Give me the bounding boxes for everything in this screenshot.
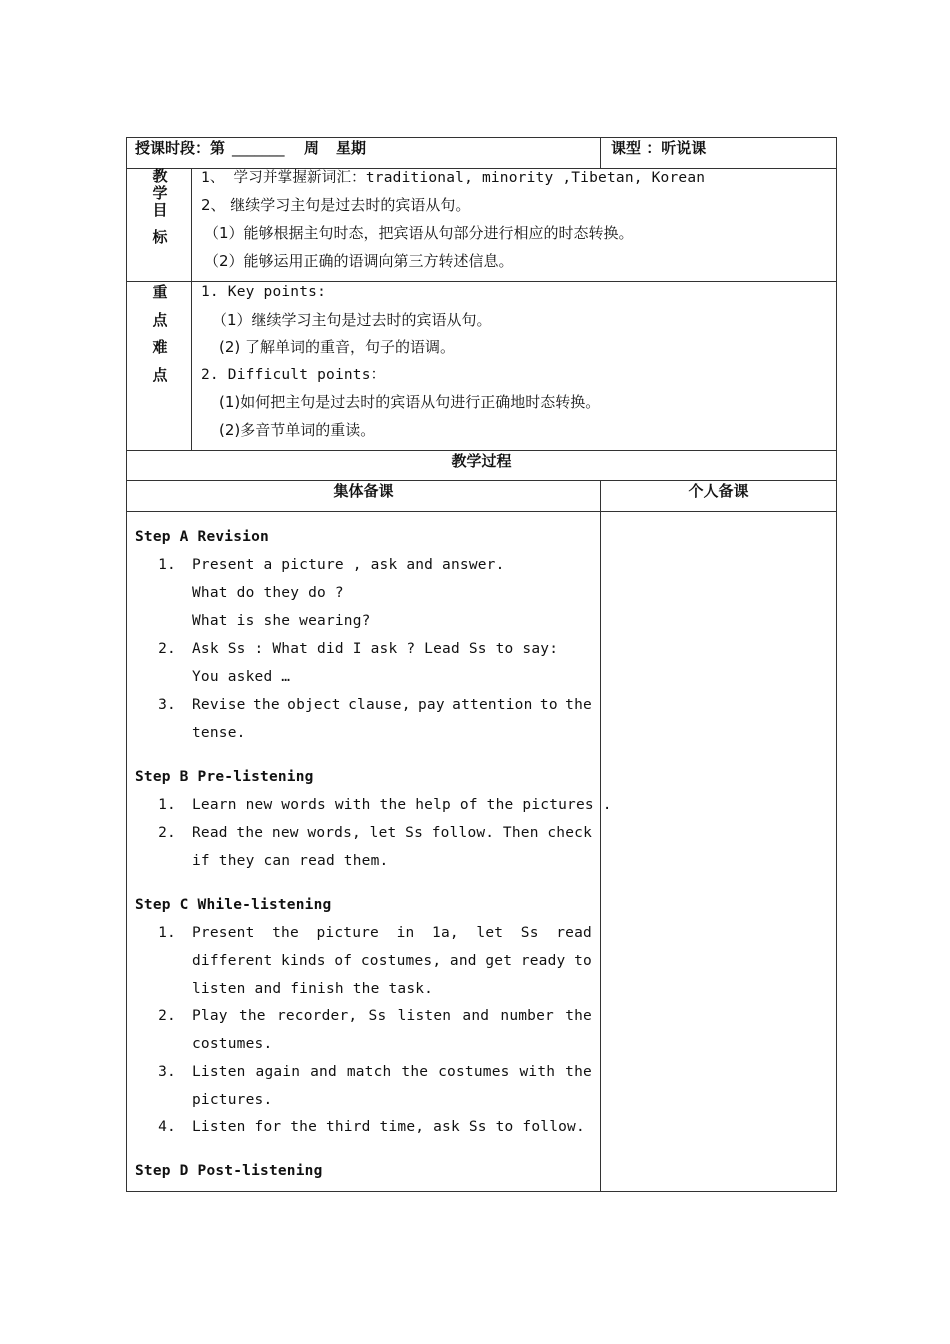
weekday-label: 星期 <box>336 139 367 157</box>
word: the <box>272 925 299 941</box>
word: Revise <box>192 697 246 713</box>
keypoints-label-char: 点 <box>152 366 168 384</box>
word: number <box>500 1008 554 1024</box>
word: costumes, <box>360 953 442 969</box>
word: the <box>252 697 280 713</box>
word: clause, <box>348 697 411 713</box>
keypoint-line: （1）继续学习主句是过去时的宾语从句。 <box>212 311 492 329</box>
border-bottom <box>126 1191 837 1192</box>
list-item-text: if they can read them. <box>192 853 389 869</box>
word: let <box>369 825 397 841</box>
word: picture <box>316 925 379 941</box>
list-item-text: What is she wearing? <box>192 613 371 629</box>
column-group-header: 集体备课 <box>333 482 394 500</box>
word: the <box>565 697 592 713</box>
word: let <box>476 925 504 941</box>
objectives-label-char: 标 <box>152 228 168 246</box>
word: and <box>310 1064 337 1080</box>
objective-line: （2）能够运用正确的语调向第三方转述信息。 <box>204 252 514 270</box>
week-label: 周 <box>304 139 320 157</box>
keypoint-line: 1. Key points: <box>201 284 327 300</box>
list-number: 2. <box>158 825 176 841</box>
list-number: 3. <box>158 1064 176 1080</box>
word: get <box>485 953 513 969</box>
word: match <box>346 1064 392 1080</box>
word: the <box>236 825 264 841</box>
list-item-text-justified <box>192 695 592 715</box>
keypoints-label-char: 重 <box>152 283 168 301</box>
list-number: 2. <box>158 1008 176 1024</box>
border-right <box>836 137 837 1192</box>
word: the <box>565 1064 592 1080</box>
list-number: 1. <box>158 797 176 813</box>
list-item-text-justified <box>192 823 592 843</box>
word: 1a, <box>432 925 459 941</box>
word: the <box>565 1008 592 1024</box>
week-blank: _______ <box>232 139 285 157</box>
step-title: Step A Revision <box>135 529 269 545</box>
word: read <box>556 925 592 941</box>
word: Then <box>502 825 539 841</box>
word: different <box>192 953 273 969</box>
border-type-divider <box>600 137 601 169</box>
word: kinds <box>281 953 326 969</box>
objective-line: 2、 继续学习主句是过去时的宾语从句。 <box>201 196 471 214</box>
word: check <box>547 825 592 841</box>
objectives-label-char: 目 <box>152 201 168 219</box>
word: and <box>449 953 477 969</box>
word: listen <box>397 1008 452 1024</box>
lesson-type: 课型 ：听说课 <box>611 139 707 157</box>
list-item-text: tense. <box>192 725 246 741</box>
list-number: 1. <box>158 557 176 573</box>
list-item-text: pictures. <box>192 1092 273 1108</box>
word: Present <box>192 925 255 941</box>
border-left <box>126 137 127 1192</box>
word: to <box>574 953 592 969</box>
word: follow. <box>431 825 495 841</box>
word: again <box>255 1064 301 1080</box>
list-item-text-justified <box>192 1006 592 1026</box>
word: Ss <box>405 825 424 841</box>
objectives-label-char: 学 <box>152 184 168 202</box>
list-number: 3. <box>158 697 176 713</box>
word: the <box>238 1008 266 1024</box>
word: Ss <box>368 1008 387 1024</box>
objectives-label-char: 教 <box>152 167 168 185</box>
word: of <box>334 953 353 969</box>
objective-line: （1）能够根据主句时态，把宾语从句部分进行相应的时态转换。 <box>204 224 634 242</box>
word: Listen <box>192 1064 246 1080</box>
column-personal-header: 个人备课 <box>688 482 749 500</box>
word: and <box>462 1008 490 1024</box>
list-number: 4. <box>158 1119 176 1135</box>
keypoint-line: (2)多音节单词的重读。 <box>219 421 376 439</box>
list-item-text: listen and finish the task. <box>192 981 434 997</box>
word: Play <box>192 1008 228 1024</box>
word: costumes <box>438 1064 510 1080</box>
keypoint-line: (2) 了解单词的重音，句子的语调。 <box>219 338 456 356</box>
keypoint-line: (1)如何把主句是过去时的宾语从句进行正确地时态转换。 <box>219 393 601 411</box>
step-title: Step D Post-listening <box>135 1163 323 1179</box>
process-title: 教学过程 <box>451 452 512 470</box>
list-item-text: What do they do ? <box>192 585 344 601</box>
word: to <box>539 697 558 713</box>
word: Read <box>192 825 228 841</box>
list-item-text: Present a picture , ask and answer. <box>192 557 505 573</box>
word: the <box>401 1064 429 1080</box>
word: with <box>519 1064 556 1080</box>
list-item-text-justified <box>192 951 592 971</box>
border-label-divider <box>191 168 192 451</box>
word: recorder, <box>276 1008 358 1024</box>
word: object <box>287 697 341 713</box>
word: words, <box>307 825 361 841</box>
list-item-text: You asked … <box>192 669 291 685</box>
personal-prep-content <box>601 512 836 1191</box>
step-title: Step B Pre-listening <box>135 769 314 785</box>
list-item-text-justified <box>192 923 592 943</box>
list-item-text: Listen for the third time, ask Ss to follow. <box>192 1119 585 1135</box>
list-number: 2. <box>158 641 176 657</box>
word: in <box>396 925 415 941</box>
list-number: 1. <box>158 925 176 941</box>
list-item-text: costumes. <box>192 1036 273 1052</box>
keypoint-line: 2. Difficult points： <box>201 367 386 383</box>
objective-line: 1、 学习并掌握新词汇：traditional, minority ,Tibetan, Korean <box>201 170 706 186</box>
step-title: Step C While-listening <box>135 897 332 913</box>
list-item-text: Learn new words with the help of the pictures . <box>192 797 612 813</box>
period-label: 授课时段：第 <box>135 139 226 157</box>
word: Ss <box>520 925 539 941</box>
word: pay <box>418 697 445 713</box>
list-item-text-justified <box>192 1062 592 1082</box>
list-item-text: Ask Ss : What did I ask ? Lead Ss to say: <box>192 641 559 657</box>
keypoints-label-char: 点 <box>152 311 168 329</box>
keypoints-label-char: 难 <box>152 338 168 356</box>
word: attention <box>452 697 533 713</box>
word: ready <box>520 953 566 969</box>
word: new <box>271 825 299 841</box>
